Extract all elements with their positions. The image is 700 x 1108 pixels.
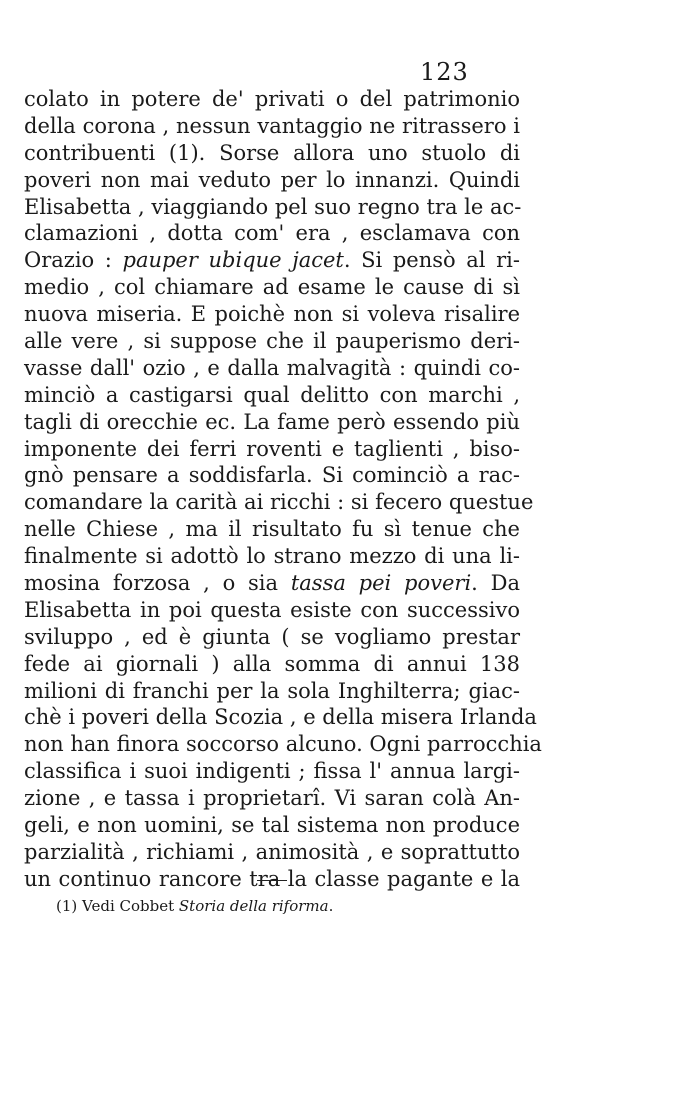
text-line: [24, 839, 520, 866]
text-segment: contribuenti (1). Sorse allora uno stuolo di: [24, 140, 520, 165]
text-segment: alle vere , si suppose che il pauperismo deri-: [24, 329, 520, 354]
footnote-segment: .: [328, 897, 334, 915]
text-segment: zione , e tassa i proprietarî. Vi saran colà An-: [24, 786, 520, 811]
text-segment: imponente dei ferri roventi e taglienti , biso-: [24, 436, 520, 461]
text-line: [24, 758, 520, 785]
text-segment: geli, e non uomini, se tal sistema non produce: [24, 813, 520, 838]
footnote: [56, 897, 333, 915]
italic-segment: pauper ubique jacet: [122, 248, 344, 273]
text-segment: medio , col chiamare ad esame le cause di sì: [24, 275, 520, 300]
text-segment: minciò a castigarsi qual delitto con marchi ,: [24, 382, 520, 407]
footnote-segment: (1) Vedi Cobbet: [56, 897, 179, 915]
text-segment: colato in potere de' privati o del patrimonio: [24, 87, 520, 111]
text-line: [24, 220, 520, 247]
text-segment: tagli di orecchie ec. La fame però essendo più: [24, 409, 520, 434]
text-line: [24, 274, 520, 301]
footnote-italic-segment: Storia della riforma: [178, 897, 329, 915]
text-line: [24, 570, 520, 597]
text-line: [24, 382, 520, 409]
text-segment: Elisabetta in poi questa esiste con successivo: [24, 597, 520, 622]
text-line: [24, 704, 537, 731]
text-line: [24, 247, 520, 274]
text-segment: parzialità , richiami , animosità , e soprattutto: [24, 839, 520, 864]
text-line: [24, 678, 520, 705]
text-line: [24, 543, 520, 570]
text-line: [24, 436, 520, 463]
text-segment: un continuo rancore tra la classe pagante e la: [24, 866, 520, 891]
text-segment: classifica i suoi indigenti ; fissa l' annua largi-: [24, 759, 520, 784]
text-segment: non han finora soccorso alcuno. Ogni parrocchia: [24, 732, 542, 757]
text-line: [24, 785, 520, 812]
text-line: [24, 462, 520, 489]
text-line: [24, 731, 542, 758]
text-line: [24, 651, 520, 678]
text-segment: chè i poveri della Scozia , e della misera Irlanda: [24, 705, 537, 730]
footnote-separator: [257, 880, 287, 881]
text-line: [24, 301, 520, 328]
text-segment: Elisabetta , viaggiando pel suo regno tra le ac-: [24, 194, 522, 219]
text-segment: clamazioni , dotta com' era , esclamava con: [24, 221, 520, 246]
text-line: [24, 167, 520, 194]
text-line: [24, 194, 520, 221]
text-line: [24, 409, 520, 436]
text-segment: vasse dall' ozio , e dalla malvagità : quindi co-: [24, 355, 520, 380]
text-line: [24, 489, 534, 516]
text-segment: finalmente si adottò lo strano mezzo di una li-: [24, 544, 520, 569]
text-segment: fede ai giornali ) alla somma di annui 138: [24, 651, 520, 676]
text-segment: Orazio :: [24, 248, 123, 273]
text-segment: sviluppo , ed è giunta ( se vogliamo prestar: [24, 624, 520, 649]
text-line: [24, 328, 520, 355]
text-segment: milioni di franchi per la sola Inghilterra; giac-: [24, 678, 520, 703]
text-segment: della corona , nessun vantaggio ne ritrassero i: [24, 113, 520, 138]
italic-segment: tassa pei poveri: [290, 571, 472, 596]
body-text: [24, 86, 542, 893]
text-segment: nelle Chiese , ma il risultato fu sì tenue che: [24, 517, 520, 542]
text-segment: mosina forzosa , o sia: [24, 571, 291, 596]
text-line: [24, 597, 520, 624]
text-segment: gnò pensare a soddisfarla. Si cominciò a rac-: [24, 463, 520, 488]
text-line: [24, 113, 520, 140]
text-line: [24, 86, 520, 113]
text-line: [24, 140, 520, 167]
text-line: [24, 812, 520, 839]
text-line: [24, 355, 520, 382]
text-segment: nuova miseria. E poichè non si voleva risalire: [24, 302, 520, 327]
page-number: 123: [420, 58, 469, 86]
text-segment: comandare la carità ai ricchi : si fecero questue: [24, 490, 534, 515]
text-segment: poveri non mai veduto per lo innanzi. Quindi: [24, 167, 520, 192]
text-line: [24, 624, 520, 651]
text-segment: . Si pensò al ri-: [343, 248, 520, 273]
text-line: [24, 516, 520, 543]
text-segment: . Da: [471, 571, 520, 596]
